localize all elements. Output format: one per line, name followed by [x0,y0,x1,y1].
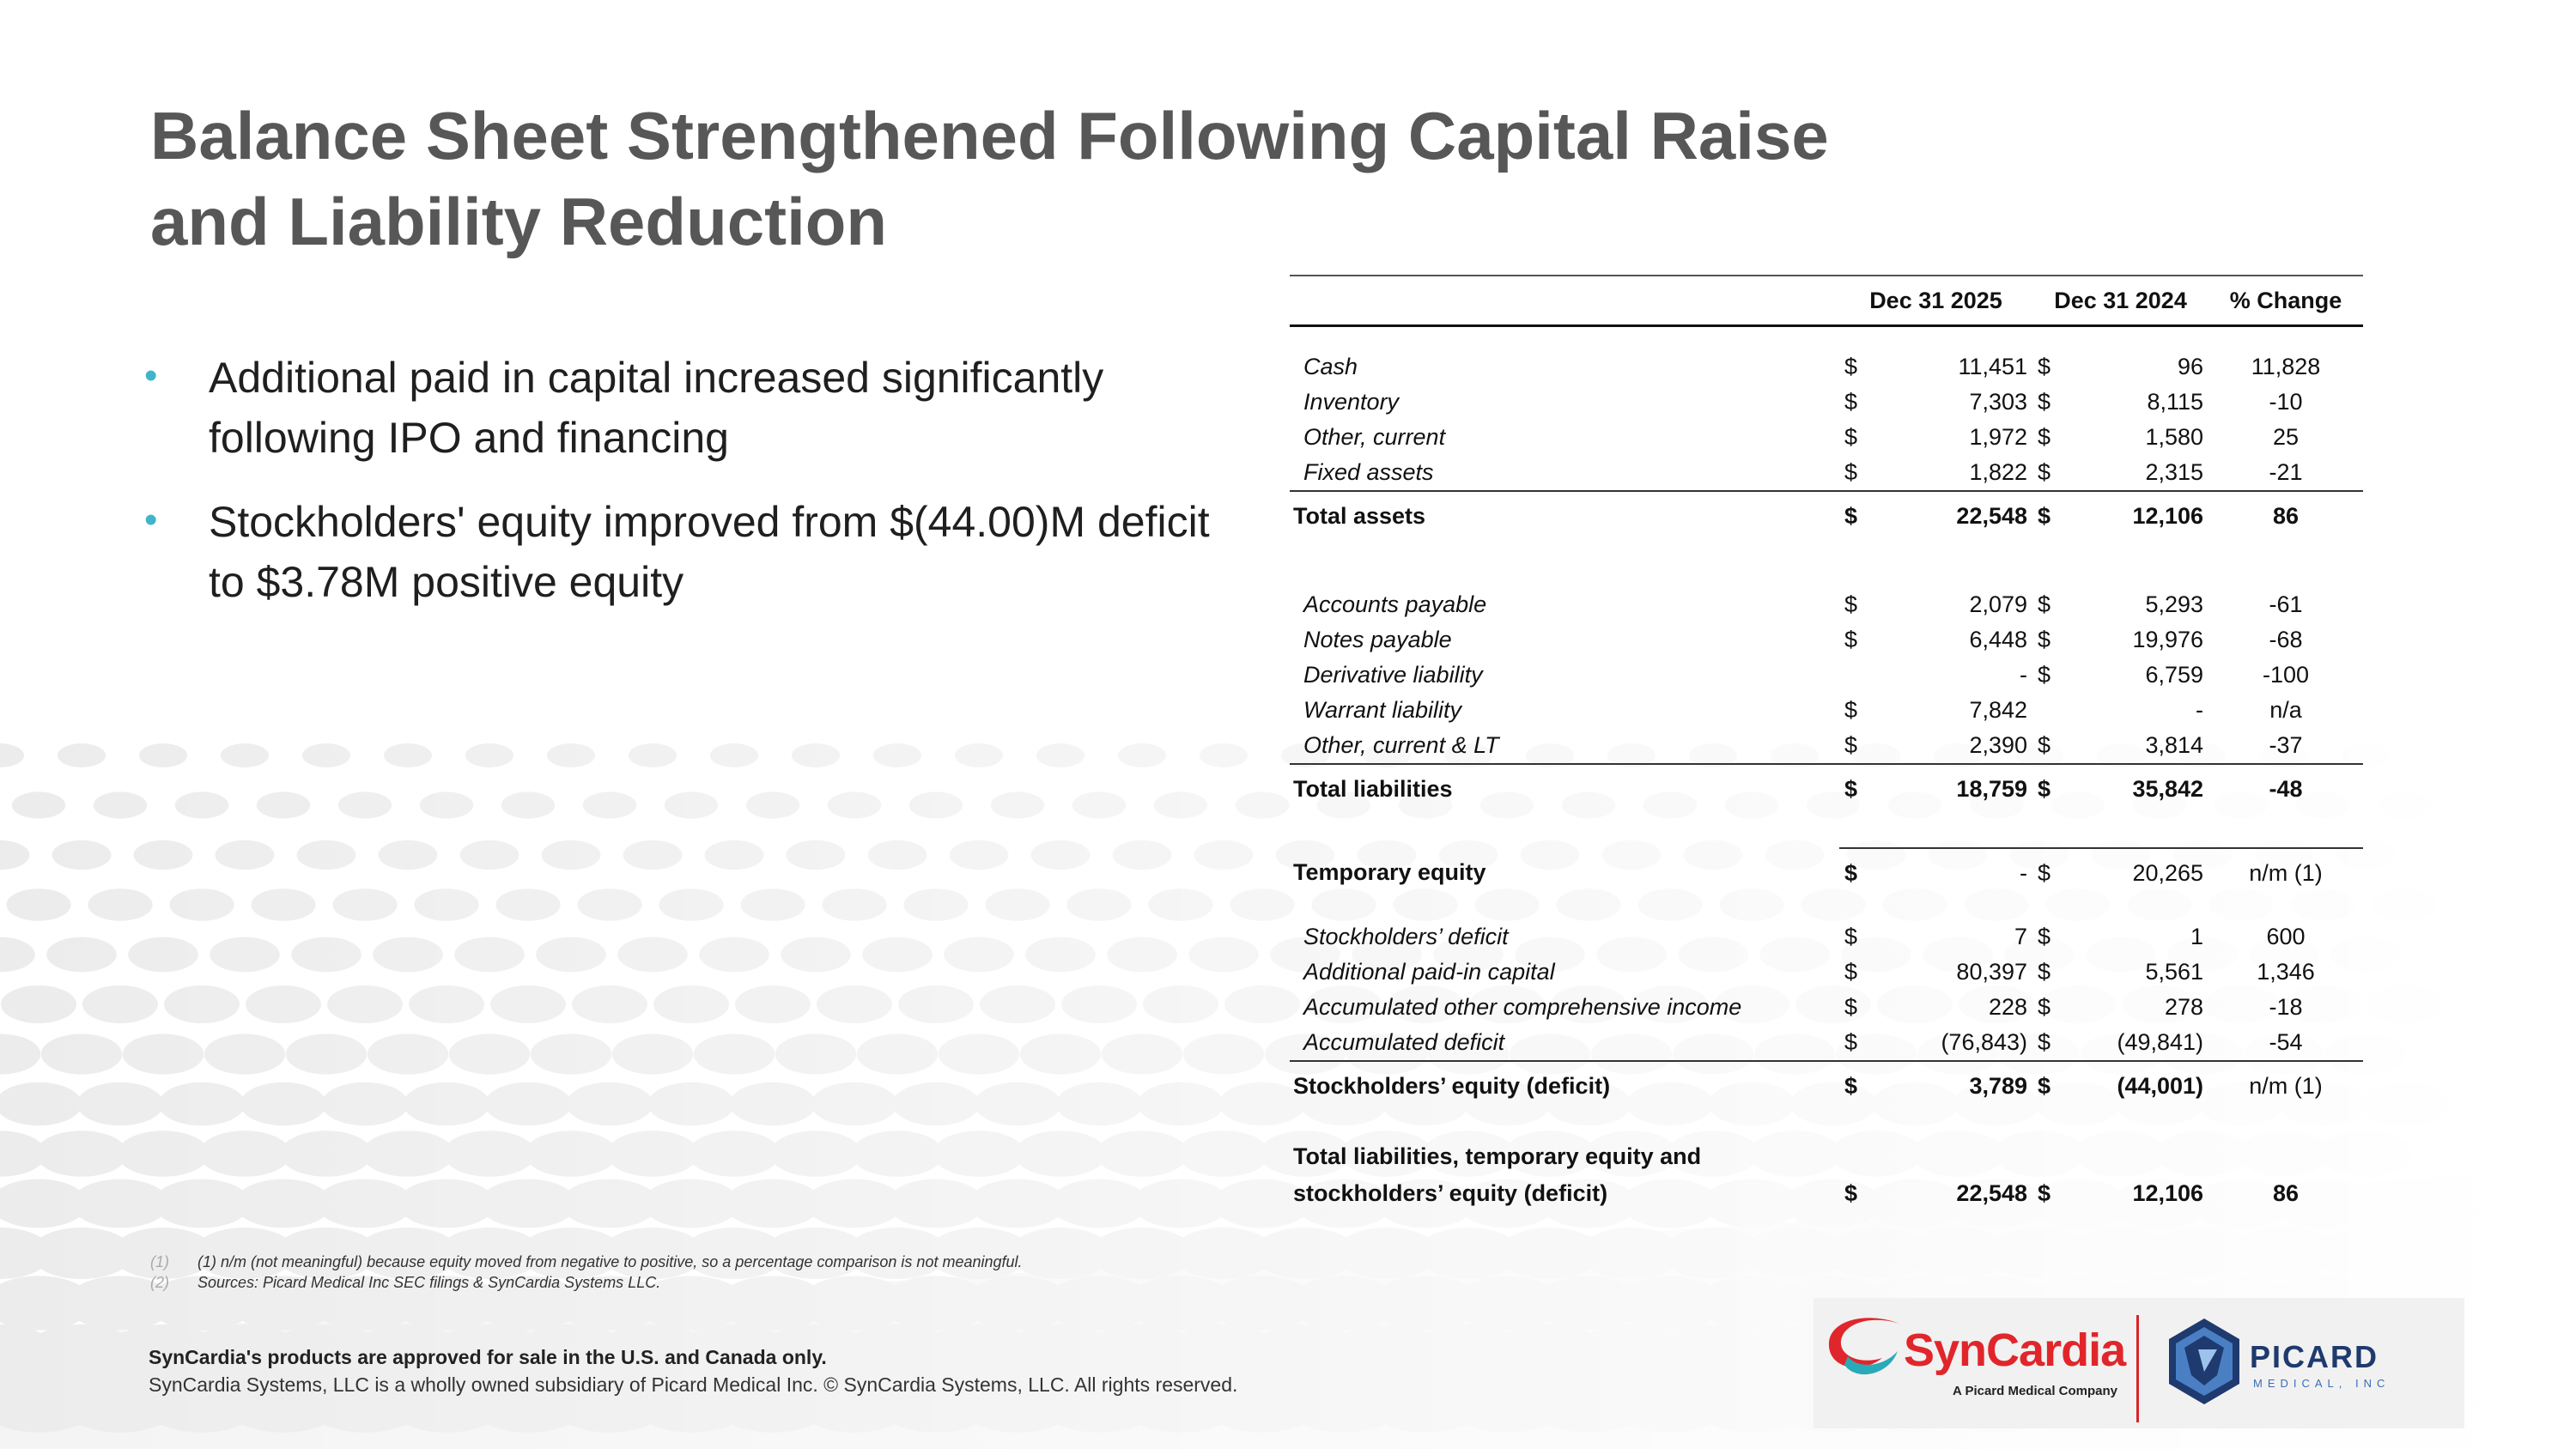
footnote-marker: (1) [150,1253,169,1270]
currency-symbol: $ [2038,994,2051,1020]
header-dec-2025: Dec 31 2025 [1839,276,2032,326]
currency-symbol [2032,693,2067,728]
logo-divider [2136,1315,2139,1422]
picard-logo-icon [2164,1315,2245,1414]
pct-change: -68 [2269,627,2303,652]
footnote-text: Sources: Picard Medical Inc SEC filings & SynCardia Systems LLC. [197,1274,661,1291]
value-2025: 80,397 [1956,959,2028,985]
currency-symbol: $ [1844,697,1858,723]
value-2025: 7,303 [1969,389,2028,415]
table-row [1290,728,2363,764]
row-label: Derivative liability [1303,662,1483,688]
value-2024: 12,106 [2067,491,2208,540]
syncardia-swoosh-icon [1822,1308,1908,1390]
value-2025: 22,548 [1882,491,2032,540]
value-2025: 228 [1988,994,2028,1020]
row-label: Cash [1303,354,1358,379]
picard-logo-text: PICARD [2250,1339,2379,1374]
pct-change: 86 [2208,491,2363,540]
value-2024: (49,841) [2117,1029,2204,1055]
footnote [150,1252,1023,1272]
row-label: Other, current & LT [1303,732,1499,758]
header-pct-change: % Change [2208,276,2363,326]
currency-symbol: $ [2038,924,2051,949]
table-row [1290,990,2363,1025]
value-2025: (76,843) [1941,1029,2028,1055]
value-2025: 22,548 [1956,1180,2028,1206]
grand-total-row-line1 [1290,1132,2363,1180]
table-row [1290,420,2363,455]
bullet-list [144,348,1226,636]
currency-symbol: $ [1844,627,1858,652]
value-2024: 8,115 [2147,389,2204,415]
value-2024: 1 [2190,924,2204,949]
currency-symbol: $ [1839,491,1882,540]
value-2024: 20,265 [2067,848,2208,897]
value-2024: (44,001) [2067,1061,2208,1110]
page-title [150,93,2039,264]
total-assets-row [1290,491,2363,540]
pct-change: 25 [2273,424,2300,450]
value-2024: 1,580 [2145,424,2204,450]
pct-change: 600 [2266,924,2306,949]
pct-change: -100 [2263,662,2310,688]
currency-symbol: $ [2038,591,2051,617]
logo-panel [1814,1298,2464,1428]
pct-change: n/m (1) [2208,1061,2363,1110]
currency-symbol: $ [1844,459,1858,485]
currency-symbol: $ [2032,491,2067,540]
currency-symbol: $ [2038,354,2051,379]
row-label: Accounts payable [1303,591,1487,617]
pct-change: n/m (1) [2208,848,2363,897]
value-2025: - [1882,848,2032,897]
value-2024: 12,106 [2132,1180,2204,1206]
row-label: Total liabilities, temporary equity and [1293,1143,1702,1169]
currency-symbol: $ [1844,591,1858,617]
page-footer [149,1343,1608,1398]
footer-approval-note: SynCardia's products are approved for sale in the U.S. and Canada only. [149,1346,827,1368]
currency-symbol: $ [2038,424,2051,450]
row-label: Additional paid-in capital [1303,959,1555,985]
pct-change: -54 [2269,1029,2303,1055]
syncardia-logo-text: SynCardia [1904,1325,2126,1376]
value-2024: 278 [2164,994,2204,1020]
picard-logo-subtitle: MEDICAL, INC [2253,1377,2391,1390]
currency-symbol: $ [1839,848,1882,897]
title-line-1: Balance Sheet Strengthened Following Capital Raise [150,98,1829,173]
pct-change: n/a [2269,697,2302,723]
row-label: Other, current [1303,424,1446,450]
value-2025: 3,789 [1882,1061,2032,1110]
grand-total-row [1290,1180,2363,1207]
value-2024: 96 [2177,354,2204,379]
value-2025: 1,972 [1969,424,2028,450]
currency-symbol: $ [1844,424,1858,450]
value-2025: 1,822 [1969,459,2028,485]
row-label: stockholders’ equity (deficit) [1293,1180,1608,1206]
currency-symbol: $ [2032,764,2067,813]
bullet-dot-icon: • [144,499,158,541]
pct-change: -18 [2269,994,2303,1020]
currency-symbol: $ [1844,994,1858,1020]
footnote-text: (1) n/m (not meaningful) because equity moved from negative to positive, so a percentage comparison is not meaningful. [197,1253,1023,1270]
currency-symbol: $ [2038,732,2051,758]
header-dec-2024: Dec 31 2024 [2032,276,2208,326]
table-row [1290,587,2363,622]
pct-change: -37 [2269,732,2303,758]
row-label: Total assets [1290,491,1839,540]
table-row [1290,622,2363,658]
row-label: Fixed assets [1303,459,1434,485]
value-2024: - [2196,697,2204,723]
value-2024: 3,814 [2145,732,2204,758]
bullet-item [144,348,1226,468]
currency-symbol: $ [1844,389,1858,415]
currency-symbol: $ [2038,959,2051,985]
footnotes [150,1252,1023,1293]
currency-symbol: $ [2038,459,2051,485]
total-equity-row [1290,1061,2363,1110]
value-2024: 5,293 [2145,591,2204,617]
pct-change: -10 [2269,389,2303,415]
value-2025: 2,390 [1969,732,2028,758]
currency-symbol: $ [1844,959,1858,985]
currency-symbol: $ [1844,1029,1858,1055]
pct-change: 86 [2273,1180,2300,1206]
value-2025: 2,079 [1969,591,2028,617]
value-2024: 35,842 [2067,764,2208,813]
row-label: Notes payable [1303,627,1452,652]
table-row [1290,349,2363,385]
value-2024: 5,561 [2145,959,2204,985]
table-row [1290,385,2363,420]
currency-symbol: $ [2038,627,2051,652]
pct-change: -21 [2269,459,2303,485]
bullet-item [144,492,1226,612]
currency-symbol: $ [2032,1061,2067,1110]
currency-symbol: $ [1844,1180,1858,1206]
table-header-row [1290,276,2363,326]
title-line-2: and Liability Reduction [150,184,888,259]
row-label: Inventory [1303,389,1400,415]
row-label: Temporary equity [1293,859,1486,885]
row-label: Accumulated deficit [1303,1029,1505,1055]
currency-symbol: $ [1844,354,1858,379]
value-2025: 6,448 [1969,627,2028,652]
balance-sheet-table [1290,275,2363,1207]
table-row [1290,658,2363,693]
value-2025: - [2020,662,2028,688]
value-2025: 11,451 [1958,354,2028,379]
currency-symbol: $ [1844,732,1858,758]
table-row [1290,1025,2363,1061]
currency-symbol: $ [2032,848,2067,897]
pct-change: 11,828 [2251,354,2321,379]
value-2024: 2,315 [2145,459,2204,485]
currency-symbol: $ [1844,924,1858,949]
currency-symbol: $ [2038,1029,2051,1055]
syncardia-logo-subtitle: A Picard Medical Company [1953,1384,2117,1398]
value-2024: 6,759 [2145,662,2204,688]
currency-symbol: $ [1839,1061,1882,1110]
currency-symbol: $ [2038,1180,2051,1206]
currency-symbol: $ [2038,389,2051,415]
value-2025: 7,842 [1969,697,2028,723]
row-label: Accumulated other comprehensive income [1303,994,1742,1020]
pct-change: 1,346 [2257,959,2315,985]
bullet-text: Stockholders' equity improved from $(44.00)M deficit to $3.78M positive equity [209,498,1210,606]
value-2025: 7 [2014,924,2028,949]
row-label: Stockholders’ deficit [1303,924,1509,949]
row-label: Total liabilities [1290,764,1839,813]
pct-change: -48 [2208,764,2363,813]
header-blank [1290,276,1839,326]
value-2024: 19,976 [2132,627,2204,652]
table-row [1290,919,2363,955]
row-label: Warrant liability [1303,697,1462,723]
currency-symbol [1839,658,1882,693]
currency-symbol: $ [1839,764,1882,813]
footnote [150,1272,1023,1293]
table-row [1290,693,2363,728]
table-row [1290,455,2363,491]
row-label: Stockholders’ equity (deficit) [1290,1061,1839,1110]
temporary-equity-row [1290,848,2363,897]
total-liabilities-row [1290,764,2363,813]
value-2025: 18,759 [1882,764,2032,813]
footer-copyright: SynCardia Systems, LLC is a wholly owned subsidiary of Picard Medical Inc. © SynCardia Systems, LLC. All rights reserved. [149,1373,1238,1396]
pct-change: -61 [2269,591,2303,617]
table-row [1290,955,2363,990]
footnote-marker: (2) [150,1274,169,1291]
bullet-dot-icon: • [144,355,158,397]
currency-symbol: $ [2038,662,2051,688]
bullet-text: Additional paid in capital increased significantly following IPO and financing [209,354,1104,462]
